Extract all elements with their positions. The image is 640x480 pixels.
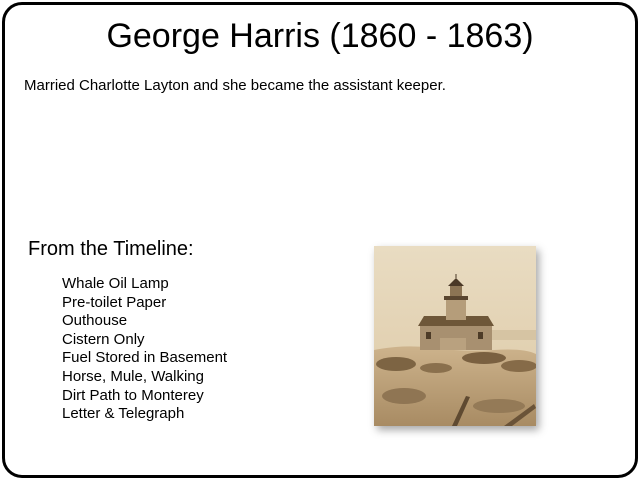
timeline-item: Dirt Path to Monterey	[62, 386, 204, 404]
timeline-item: Whale Oil Lamp	[62, 275, 169, 292]
timeline-item: Outhouse	[62, 312, 128, 330]
slide-subtitle: Married Charlotte Layton and she became the assistant keeper.	[24, 77, 446, 94]
timeline-item: Pre-toilet Paper	[62, 293, 167, 311]
timeline-item: Cistern Only	[62, 330, 145, 348]
timeline-item: Horse, Mule, Walking	[62, 367, 204, 385]
lighthouse-photo-image	[374, 246, 536, 426]
slide-title: George Harris (1860 - 1863)	[106, 17, 534, 55]
lighthouse-photo	[374, 246, 536, 426]
timeline-list	[62, 275, 227, 424]
timeline-item: Letter & Telegraph	[62, 405, 185, 423]
timeline-item: Fuel Stored in Basement	[62, 349, 228, 367]
timeline-heading: From the Timeline:	[28, 238, 194, 260]
